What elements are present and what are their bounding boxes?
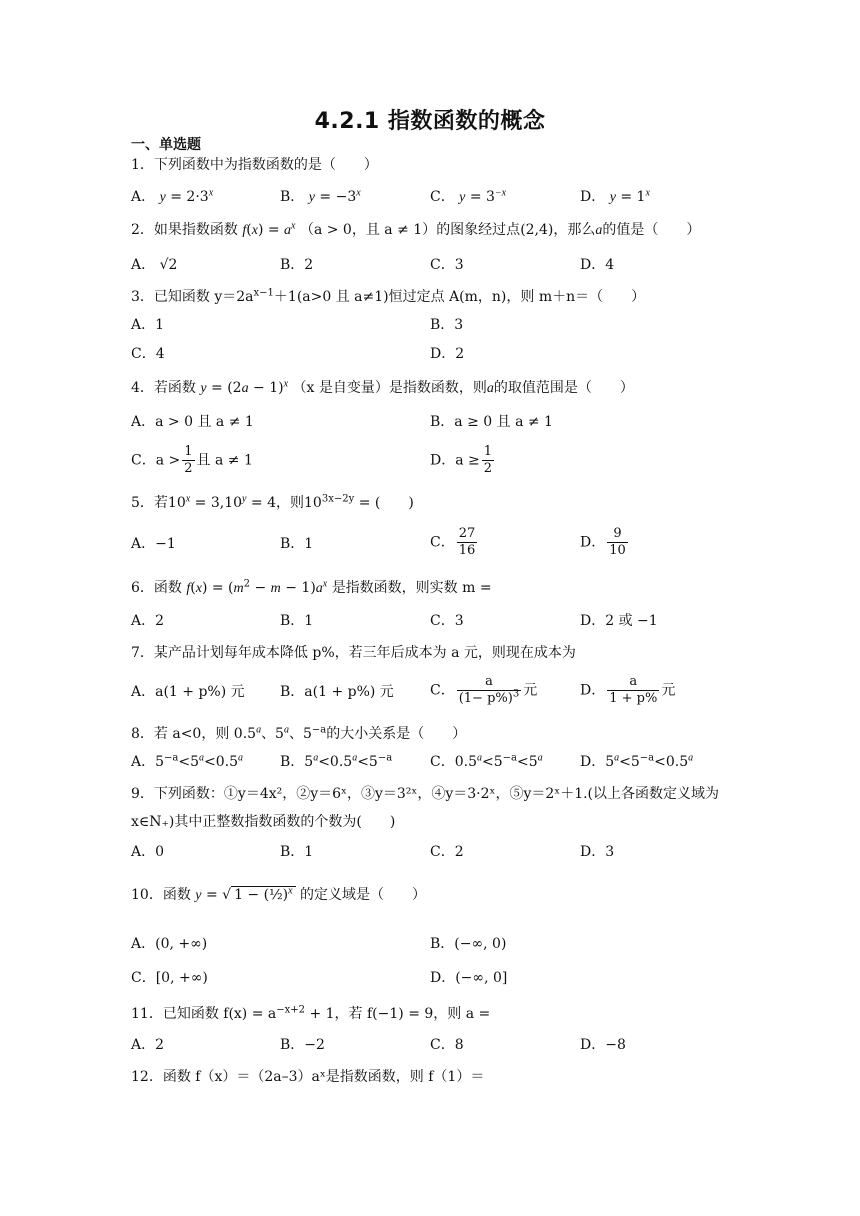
q10-option-b: B．(−∞, 0) — [430, 936, 507, 952]
q8-option-a: A．$5^{-a}<5^a<0.5^a$ — [131, 752, 244, 770]
q7-option-b: B．a(1 + p%) 元 — [280, 684, 394, 700]
q6-option-a: A．2 — [131, 613, 165, 629]
q1-option-b: B． $y = -3^x$ — [280, 187, 361, 205]
q2-option-d: D．4 — [580, 257, 615, 273]
question-12-stem: 12．函数 f（x）＝（2a–3）aˣ是指数函数，则 f（1）＝ — [131, 1069, 485, 1085]
q9-option-d: D．3 — [580, 844, 615, 860]
page-title: 4.2.1 指数函数的概念 — [314, 109, 546, 134]
q10-option-a: A．(0, +∞) — [131, 936, 208, 952]
q6-option-b: B．1 — [280, 613, 314, 629]
question-3-stem: 3．已知函数 $y=2a^{x-1}+1(a>0$ 且 a≠1)恒过定点 A(m，n)，则 m＋n＝（ ） — [131, 287, 646, 305]
q1-option-a: A． $y = 2\cdot 3^x$ — [131, 187, 214, 205]
q4-option-d: D．a ≥ $\frac{1}{2}$ — [430, 444, 493, 476]
question-7-stem: 7．某产品计划每年成本降低 p%，若三年后成本为 a 元，则现在成本为 — [131, 645, 576, 661]
q2-option-a: A． √2 — [131, 257, 178, 273]
q9-option-b: B．1 — [280, 844, 314, 860]
q9-option-a: A．0 — [131, 844, 165, 860]
q10-option-d: D．(−∞, 0] — [430, 970, 508, 986]
q6-option-c: C．3 — [430, 613, 464, 629]
q7-option-a: A．a(1 + p%) 元 — [131, 684, 245, 700]
question-8-stem: 8．若 a<0，则 0.5$^a$、5$^a$、$5^{-a}$的大小关系是（ ） — [131, 724, 467, 742]
q5-option-d: D． $\frac{9}{10}$ — [580, 526, 626, 558]
question-6-stem: 6．函数 $f(x) = (m^2 - m - 1)a^x$ 是指数函数，则实数 m = — [131, 578, 492, 596]
question-5-stem: 5．若$10^x = 3,10^y = 4$，则$10^{3x-2y}$ = ( ) — [131, 493, 414, 511]
q10-option-c: C．[0, +∞) — [131, 970, 208, 986]
q11-option-d: D．−8 — [580, 1037, 626, 1053]
question-1-stem: 1．下列函数中为指数函数的是（ ） — [131, 157, 378, 173]
q1-option-c: C． $y = 3^{-x}$ — [430, 187, 507, 205]
q4-option-b: B．a ≥ 0 且 a ≠ 1 — [430, 414, 553, 430]
q1-option-d: D． $y = 1^x$ — [580, 187, 650, 205]
q2-option-b: B．2 — [280, 257, 314, 273]
question-9-stem-cont: x∈N₊)其中正整数指数函数的个数为( ) — [131, 814, 396, 830]
question-4-stem: 4．若函数 $y = (2a - 1)^x$ （x 是自变量）是指数函数，则a的取值范围是（ ） — [131, 378, 634, 396]
q11-option-b: B．−2 — [280, 1037, 325, 1053]
q3-option-a: A．1 — [131, 317, 165, 333]
q3-option-b: B．3 — [430, 317, 464, 333]
q4-option-c: C．a > $\frac{1}{2}$ 且 a ≠ 1 — [131, 444, 253, 476]
q3-option-c: C．4 — [131, 346, 165, 362]
question-11-stem: 11．已知函数 $f(x) = a^{-x+2} + 1$，若 f(−1) = 9，则 a = — [131, 1004, 491, 1022]
q3-option-d: D．2 — [430, 346, 465, 362]
q9-option-c: C．2 — [430, 844, 464, 860]
q11-option-a: A．2 — [131, 1037, 165, 1053]
q7-option-d: D． $\frac{a}{1 + p\%}$ 元 — [580, 674, 676, 706]
q8-option-c: C．$0.5^a<5^{-a}<5^a$ — [430, 752, 543, 770]
q11-option-c: C．8 — [430, 1037, 464, 1053]
q2-option-c: C．3 — [430, 257, 464, 273]
q8-option-b: B．$5^a<0.5^a<5^{-a}$ — [280, 752, 393, 770]
q5-option-a: A．−1 — [131, 536, 176, 552]
q7-option-c: C． $\frac{a}{(1- p\%)^3}$ 元 — [430, 674, 538, 706]
question-2-stem: 2．如果指数函数 $f(x) = a^x$ （a > 0，且 a ≠ 1）的图象经过点(2,4)，那么a的值是（ ） — [131, 220, 701, 238]
q5-option-b: B．1 — [280, 536, 314, 552]
q8-option-d: D．$5^a<5^{-a}<0.5^a$ — [580, 752, 694, 770]
q5-option-c: C． $\frac{27}{16}$ — [430, 526, 476, 558]
question-10-stem: 10．函数 y = √ 1 − (½)$^x$ 的定义域是（ ） — [131, 885, 426, 903]
q4-option-a: A．a > 0 且 a ≠ 1 — [131, 414, 254, 430]
q6-option-d: D．2 或 −1 — [580, 613, 658, 629]
section-heading: 一、单选题 — [131, 137, 201, 153]
question-9-stem: 9．下列函数：①y＝4x²，②y＝6ˣ，③y＝3²ˣ，④y＝3·2ˣ，⑤y＝2ˣ＋1.(以上各函数定义域为 — [131, 786, 720, 802]
